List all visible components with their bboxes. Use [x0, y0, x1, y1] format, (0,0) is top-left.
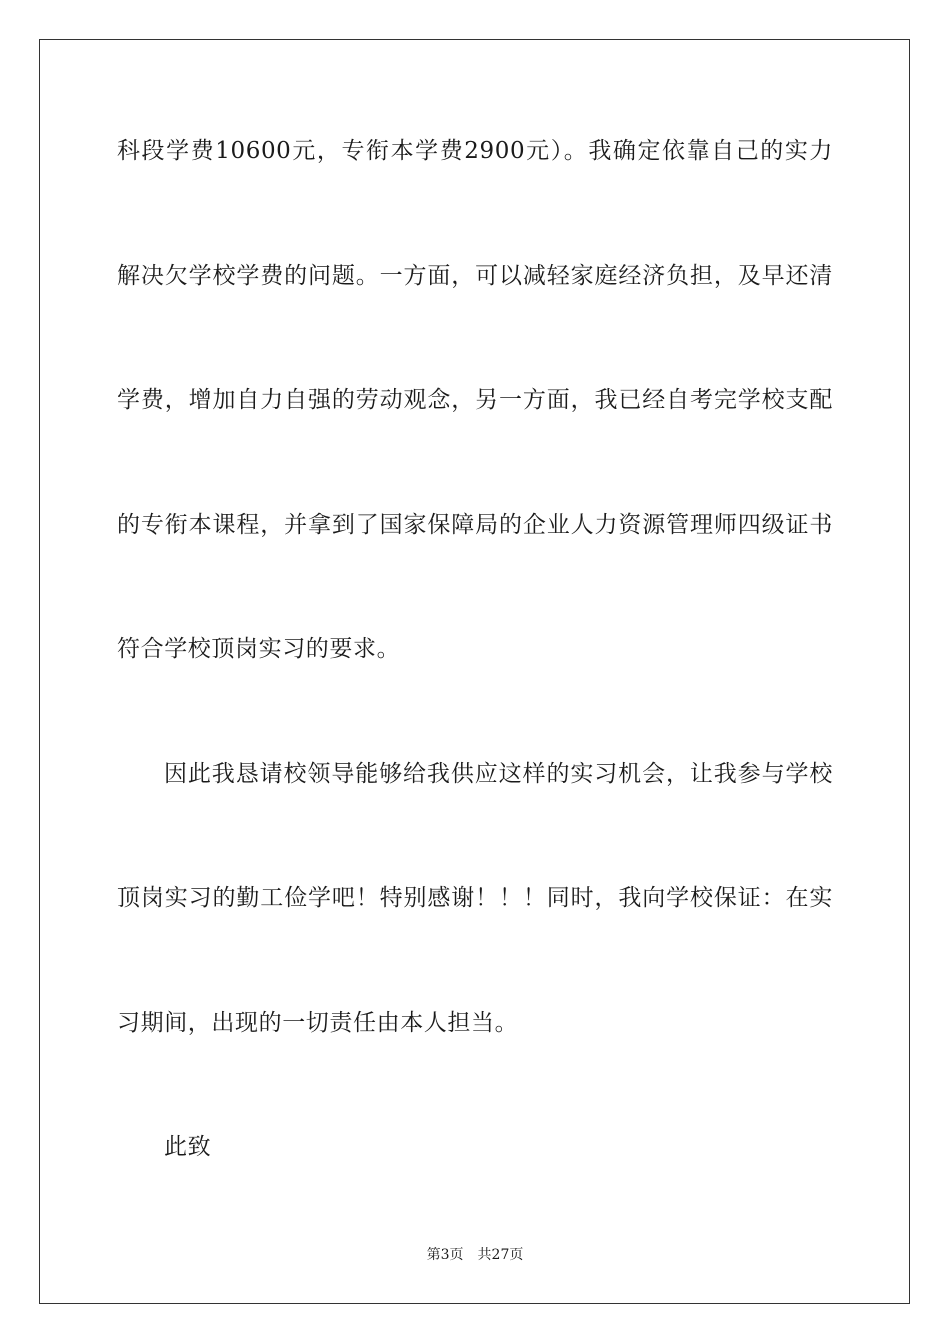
paragraph-line-1: 科段学费10600元，专衔本学费2900元）。我确定依靠自己的实力: [117, 138, 833, 164]
page-border: [39, 39, 910, 1304]
closing-salutation: 此致: [164, 1134, 212, 1160]
paragraph-line-2: 解决欠学校学费的问题。一方面，可以减轻家庭经济负担，及早还清: [117, 263, 833, 289]
paragraph-line-5: 符合学校顶岗实习的要求。: [117, 636, 401, 662]
page-footer: [0, 1246, 950, 1264]
page-number-total: 共27页: [477, 1247, 524, 1263]
paragraph-line-7: 顶岗实习的勤工俭学吧！特别感谢！！！同时，我向学校保证：在实: [117, 885, 833, 911]
page-number-current: 第3页: [426, 1247, 464, 1263]
paragraph-line-8: 习期间，出现的一切责任由本人担当。: [117, 1010, 519, 1036]
paragraph-line-6: 因此我恳请校领导能够给我供应这样的实习机会，让我参与学校: [164, 761, 833, 787]
paragraph-line-4: 的专衔本课程，并拿到了国家保障局的企业人力资源管理师四级证书: [117, 512, 833, 538]
paragraph-line-3: 学费，增加自力自强的劳动观念，另一方面，我已经自考完学校支配: [117, 387, 833, 413]
